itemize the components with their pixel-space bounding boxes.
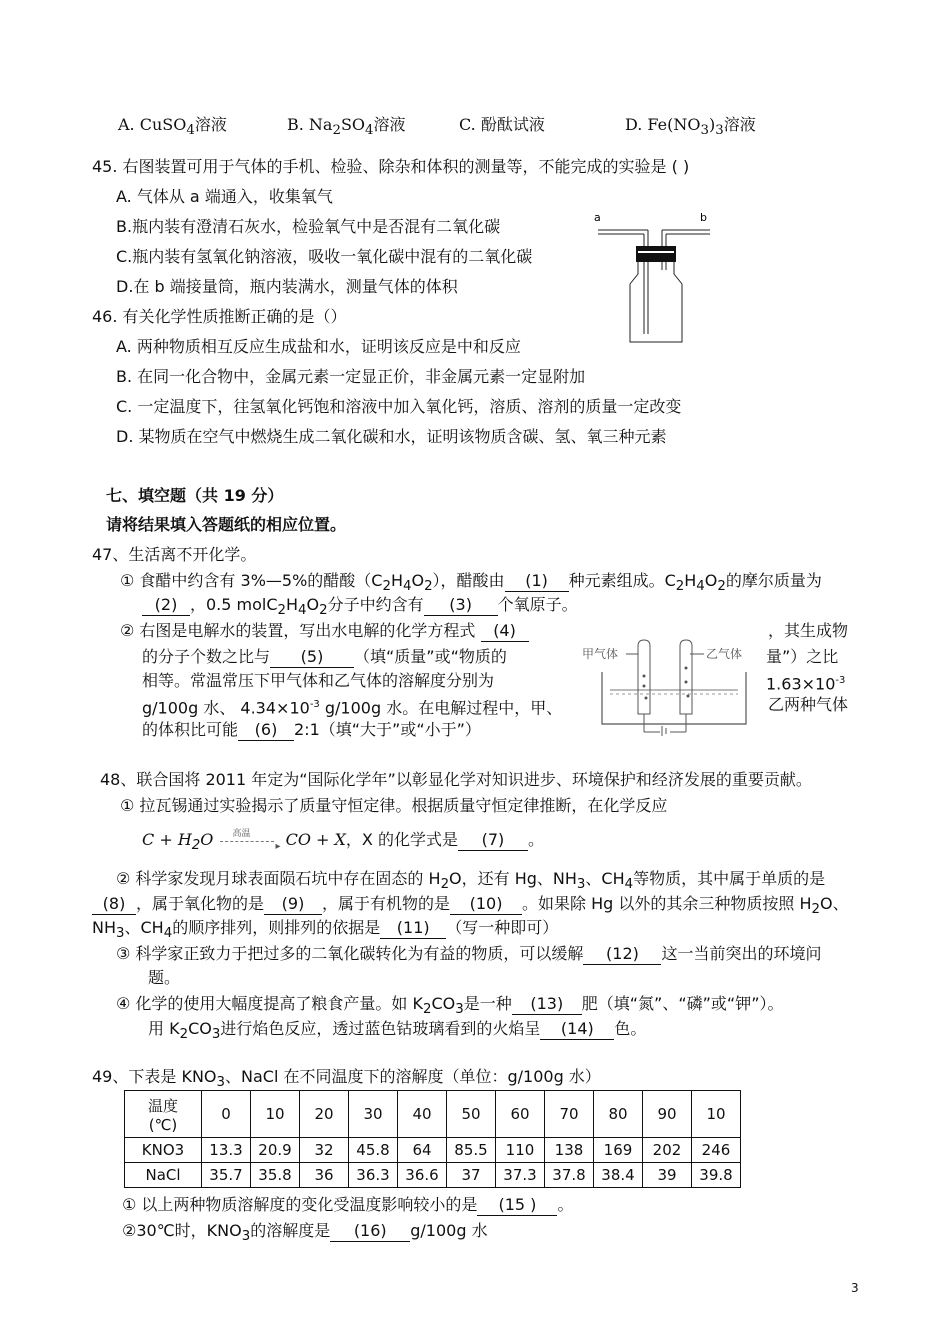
- blank-3[interactable]: (3): [424, 595, 498, 616]
- table-cell: 45.8: [349, 1138, 398, 1163]
- q47-line-3: ② 右图是电解水的装置，写出水电解的化学方程式 (4): [120, 620, 529, 642]
- blank-7[interactable]: (7): [458, 830, 528, 851]
- table-cell: 32: [300, 1138, 349, 1163]
- q45-stem: 45. 右图装置可用于气体的手机、检验、除杂和体积的测量等，不能完成的实验是 ( ): [92, 157, 690, 176]
- table-cell: 80: [594, 1091, 643, 1138]
- table-cell: 10: [692, 1091, 741, 1138]
- q47-line-5-end: $1.63\times 10^{-3}$: [766, 674, 846, 694]
- table-cell: 50: [447, 1091, 496, 1138]
- q47-line-2: (2) ，0.5 $molC_2H_4O_2$分子中约含有 (3) 个氧原子。: [142, 594, 578, 622]
- q46-option-d: D. 某物质在空气中燃烧生成二氧化碳和水，证明该物质含碳、氢、氧三种元素: [116, 427, 667, 446]
- fig-label-yi: 乙气体: [706, 647, 743, 661]
- table-cell: 64: [398, 1138, 447, 1163]
- table-cell: 70: [545, 1091, 594, 1138]
- table-cell: 169: [594, 1138, 643, 1163]
- section-instruction: 请将结果填入答题纸的相应位置。: [106, 515, 347, 534]
- q46-stem: 46. 有关化学性质推断正确的是（）: [92, 307, 347, 326]
- q49-stem: 49、下表是 $KNO_3$、NaCl 在不同温度下的溶解度（单位：g/100g 水）: [92, 1067, 601, 1091]
- page-number: 3: [851, 1281, 859, 1295]
- blank-8[interactable]: (8): [92, 894, 136, 915]
- table-cell: 138: [545, 1138, 594, 1163]
- q47-line-6-end: 乙两种气体: [768, 695, 849, 714]
- blank-11[interactable]: (11): [380, 918, 446, 939]
- table-cell: 110: [496, 1138, 545, 1163]
- option-a-cuso4: A. CuSO$_4$溶液: [118, 115, 227, 139]
- option-d-feno3: D. $Fe(NO_3)_3$溶液: [625, 115, 756, 139]
- q48-line-1: ① 拉瓦锡通过实验揭示了质量守恒定律。根据质量守恒定律推断，在化学反应: [120, 796, 668, 815]
- table-row-label: KNO3: [125, 1138, 202, 1163]
- q47-stem: 47、生活离不开化学。: [92, 545, 257, 564]
- q48-line-4: $NH_3$、$CH_4$的顺序排列，则排列的依据是 (11) （写一种即可）: [92, 918, 559, 942]
- blank-2[interactable]: (2): [142, 595, 190, 616]
- q48-line-7: 用 $K_2CO_3$进行焰色反应，透过蓝色钴玻璃看到的火焰呈 (14) 色。: [148, 1019, 647, 1043]
- table-cell: 0: [202, 1091, 251, 1138]
- table-cell: 20: [300, 1091, 349, 1138]
- q45-option-b: B.瓶内装有澄清石灰水，检验氧气中是否混有二氧化碳: [116, 217, 501, 236]
- q47-line-6: g/100g 水、 $4.34\times 10^{-3}$ g/100g 水。在电解过程中，甲、: [142, 698, 563, 718]
- section-title: 七、填空题（共 19 分）: [106, 486, 284, 505]
- option-b-na2so4: B. $Na_2SO_4$溶液: [287, 115, 406, 139]
- blank-12[interactable]: (12): [583, 944, 661, 965]
- blank-5[interactable]: (5): [270, 647, 354, 668]
- table-cell: 35.8: [251, 1163, 300, 1188]
- table-cell: 37.8: [545, 1163, 594, 1188]
- table-cell: 35.7: [202, 1163, 251, 1188]
- table-cell: 202: [643, 1138, 692, 1163]
- q47-line-5: 相等。常温常压下甲气体和乙气体的溶解度分别为: [142, 671, 495, 690]
- blank-1[interactable]: (1): [505, 571, 569, 592]
- fig-label-b: b: [700, 211, 707, 224]
- table-cell: 36.6: [398, 1163, 447, 1188]
- q48-stem: 48、联合国将 2011 年定为“国际化学年”以彰显化学对知识进步、环境保护和经济发展的重要贡献。: [100, 770, 812, 789]
- table-cell: 246: [692, 1138, 741, 1163]
- table-row-label: NaCl: [125, 1163, 202, 1188]
- reaction-arrow: 高温 ▸: [218, 833, 280, 849]
- table-cell: 30: [349, 1091, 398, 1138]
- table-header-temp: 温度 (℃): [125, 1091, 202, 1138]
- q48-line-2: ② 科学家发现月球表面陨石坑中存在固态的 $H_2O$，还有 Hg、$NH_3$、$CH_4$等物质，其中属于单质的是: [116, 869, 826, 893]
- table-row: [125, 1138, 741, 1163]
- q45-option-d: D.在 b 端接量筒，瓶内装满水，测量气体的体积: [116, 277, 458, 296]
- table-cell: 37: [447, 1163, 496, 1188]
- blank-4[interactable]: (4): [481, 621, 529, 642]
- table-cell: 39: [643, 1163, 692, 1188]
- table-cell: 10: [251, 1091, 300, 1138]
- solubility-table: [124, 1090, 741, 1188]
- table-cell: 38.4: [594, 1163, 643, 1188]
- q48-line-3: (8) ，属于氧化物的是 (9) ，属于有机物的是 (10) 。如果除 Hg 以外的其余三种物质按照 $H_2O$、: [92, 893, 849, 921]
- table-cell: 13.3: [202, 1138, 251, 1163]
- table-cell: 39.8: [692, 1163, 741, 1188]
- table-cell: 37.3: [496, 1163, 545, 1188]
- blank-16[interactable]: (16): [330, 1221, 410, 1242]
- option-c-phenolphthalein: C. 酚酞试液: [459, 115, 545, 134]
- q47-line-7: 的体积比可能 (6) 2:1（填“大于”或“小于”）: [142, 720, 481, 739]
- q47-line-4: 的分子个数之比与 (5) （填“质量”或“物质的: [142, 647, 507, 666]
- table-cell: 60: [496, 1091, 545, 1138]
- q48-line-5: ③ 科学家正致力于把过多的二氧化碳转化为有益的物质，可以缓解 (12) 这一当前突出的环境问: [116, 944, 822, 963]
- blank-9[interactable]: (9): [264, 894, 322, 915]
- q48-line-5b: 题。: [148, 968, 181, 987]
- fig-label-a: a: [594, 211, 601, 224]
- table-cell: 36: [300, 1163, 349, 1188]
- table-header-row: [125, 1091, 741, 1138]
- table-cell: 20.9: [251, 1138, 300, 1163]
- gas-bottle-figure: [590, 208, 720, 348]
- blank-15[interactable]: (15 ): [477, 1195, 557, 1216]
- table-cell: 40: [398, 1091, 447, 1138]
- q45-option-a: A. 气体从 a 端通入，收集氧气: [116, 187, 333, 206]
- q47-line-4-end: 量”）之比: [766, 647, 839, 666]
- q47-line-1: ① 食醋中约含有 3%—5%的醋酸$(C_2H_4O_2)$，醋酸由 (1) 种元素组成。$C_2H_4O_2$的摩尔质量为: [120, 571, 822, 595]
- fig-label-jia: 甲气体: [582, 647, 619, 661]
- table-cell: 85.5: [447, 1138, 496, 1163]
- table-cell: 90: [643, 1091, 692, 1138]
- blank-14[interactable]: (14): [540, 1019, 614, 1040]
- q48-line-6: ④ 化学的使用大幅度提高了粮食产量。如 $K_2CO_3$是一种 (13) 肥（填“氮”、“磷”或“钾”）。: [116, 994, 784, 1018]
- q49-line-2: ②30℃时，$KNO_3$的溶解度是 (16) g/100g 水: [122, 1221, 488, 1245]
- q48-equation: $C + H_2O$ 高温 ▸ CO + X，X 的化学式是 (7) 。: [142, 828, 544, 854]
- table-row: [125, 1163, 741, 1188]
- q46-option-a: A. 两种物质相互反应生成盐和水，证明该反应是中和反应: [116, 337, 521, 356]
- table-cell: 36.3: [349, 1163, 398, 1188]
- blank-10[interactable]: (10): [450, 894, 522, 915]
- q45-option-c: C.瓶内装有氢氧化钠溶液，吸收一氧化碳中混有的二氧化碳: [116, 247, 533, 266]
- blank-6[interactable]: (6): [238, 720, 294, 741]
- q47-line-3-end: ，其生成物: [768, 621, 849, 640]
- electrolysis-figure: [580, 636, 760, 736]
- q46-option-b: B. 在同一化合物中，金属元素一定显正价，非金属元素一定显附加: [116, 367, 586, 386]
- blank-13[interactable]: (13): [512, 994, 582, 1015]
- q46-option-c: C. 一定温度下，往氢氧化钙饱和溶液中加入氧化钙，溶质、溶剂的质量一定改变: [116, 397, 682, 416]
- q49-line-1: ① 以上两种物质溶解度的变化受温度影响较小的是 (15 ) 。: [122, 1195, 574, 1214]
